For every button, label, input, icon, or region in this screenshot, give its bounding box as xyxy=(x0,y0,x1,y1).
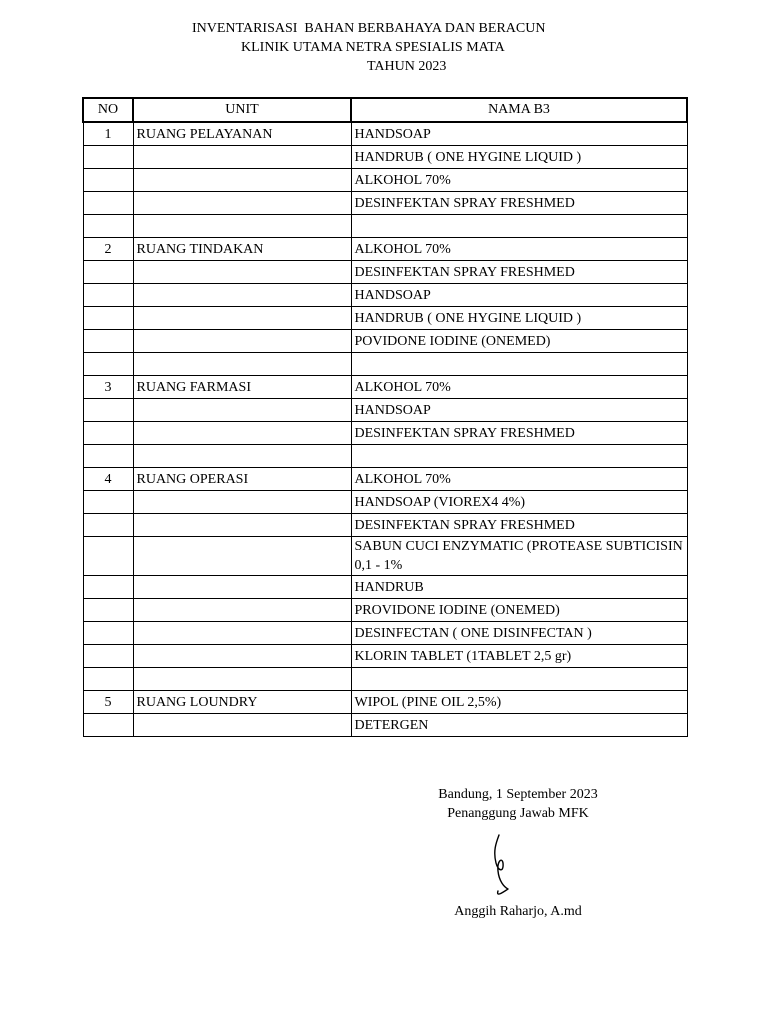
cell-no xyxy=(83,307,133,330)
cell-unit xyxy=(133,399,351,422)
cell-nama-b3: PROVIDONE IODINE (ONEMED) xyxy=(351,599,687,622)
cell-unit xyxy=(133,261,351,284)
cell-no xyxy=(83,537,133,576)
cell-nama-b3: ALKOHOL 70% xyxy=(351,468,687,491)
cell-unit xyxy=(133,284,351,307)
table-row xyxy=(83,445,687,468)
cell-unit: RUANG FARMASI xyxy=(133,376,351,399)
column-header-nama-b3: NAMA B3 xyxy=(351,98,687,122)
cell-nama-b3: HANDSOAP (VIOREX4 4%) xyxy=(351,491,687,514)
table-row xyxy=(83,169,687,192)
title-line-2 xyxy=(0,38,768,57)
cell-unit xyxy=(133,146,351,169)
cell-no xyxy=(83,330,133,353)
cell-no xyxy=(83,645,133,668)
cell-nama-b3: DESINFEKTAN SPRAY FRESHMED xyxy=(351,261,687,284)
title-text-2: KLINIK UTAMA NETRA SPESIALIS MATA xyxy=(241,40,505,55)
cell-unit xyxy=(133,491,351,514)
cell-no xyxy=(83,668,133,691)
cell-unit xyxy=(133,537,351,576)
cell-unit xyxy=(133,668,351,691)
table-row xyxy=(83,514,687,537)
cell-unit xyxy=(133,192,351,215)
table-row xyxy=(83,330,687,353)
table-row xyxy=(83,261,687,284)
cell-unit xyxy=(133,422,351,445)
cell-unit xyxy=(133,169,351,192)
title-text-1: INVENTARISASI BAHAN BERBAHAYA DAN BERACUN xyxy=(192,21,546,36)
cell-no: 1 xyxy=(83,122,133,146)
cell-nama-b3: ALKOHOL 70% xyxy=(351,169,687,192)
signatory-name: Anggih Raharjo, A.md xyxy=(454,904,582,919)
cell-no xyxy=(83,576,133,599)
cell-no xyxy=(83,514,133,537)
cell-unit xyxy=(133,353,351,376)
table-body xyxy=(83,122,687,737)
cell-nama-b3: ALKOHOL 70% xyxy=(351,376,687,399)
cell-unit xyxy=(133,307,351,330)
cell-nama-b3 xyxy=(351,445,687,468)
cell-nama-b3: WIPOL (PINE OIL 2,5%) xyxy=(351,691,687,714)
cell-unit: RUANG TINDAKAN xyxy=(133,238,351,261)
cell-unit: RUANG LOUNDRY xyxy=(133,691,351,714)
table-row xyxy=(83,576,687,599)
cell-unit xyxy=(133,215,351,238)
cell-nama-b3: HANDRUB xyxy=(351,576,687,599)
table-row xyxy=(83,645,687,668)
cell-nama-b3: ALKOHOL 70% xyxy=(351,238,687,261)
cell-unit xyxy=(133,330,351,353)
cell-no xyxy=(83,445,133,468)
cell-no xyxy=(83,599,133,622)
cell-no: 3 xyxy=(83,376,133,399)
inventory-table xyxy=(82,97,688,737)
table-row xyxy=(83,122,687,146)
cell-no xyxy=(83,261,133,284)
cell-nama-b3 xyxy=(351,215,687,238)
column-header-no: NO xyxy=(83,98,133,122)
table-row xyxy=(83,668,687,691)
table-row xyxy=(83,238,687,261)
cell-nama-b3: KLORIN TABLET (1TABLET 2,5 gr) xyxy=(351,645,687,668)
document-title xyxy=(0,19,768,76)
cell-nama-b3: SABUN CUCI ENZYMATIC (PROTEASE SUBTICISIN 0,1 - 1% xyxy=(351,537,687,576)
cell-nama-b3: HANDRUB ( ONE HYGINE LIQUID ) xyxy=(351,307,687,330)
cell-nama-b3: HANDSOAP xyxy=(351,399,687,422)
table-row xyxy=(83,376,687,399)
table-row xyxy=(83,307,687,330)
cell-nama-b3: DETERGEN xyxy=(351,714,687,737)
table-row xyxy=(83,622,687,645)
cell-unit xyxy=(133,576,351,599)
table-row xyxy=(83,353,687,376)
cell-no xyxy=(83,622,133,645)
table-row xyxy=(83,714,687,737)
cell-unit xyxy=(133,445,351,468)
title-text-3: TAHUN 2023 xyxy=(367,59,447,74)
cell-no xyxy=(83,284,133,307)
cell-nama-b3 xyxy=(351,668,687,691)
title-line-1 xyxy=(0,19,768,38)
cell-nama-b3: HANDRUB ( ONE HYGINE LIQUID ) xyxy=(351,146,687,169)
cell-unit xyxy=(133,714,351,737)
table-row xyxy=(83,215,687,238)
cell-nama-b3: HANDSOAP xyxy=(351,284,687,307)
cell-no xyxy=(83,714,133,737)
table-row xyxy=(83,468,687,491)
cell-no xyxy=(83,399,133,422)
signature-role: Penanggung Jawab MFK xyxy=(447,806,589,821)
cell-nama-b3: DESINFEKTAN SPRAY FRESHMED xyxy=(351,514,687,537)
title-line-3 xyxy=(0,57,768,76)
cell-no xyxy=(83,491,133,514)
cell-no xyxy=(83,215,133,238)
cell-unit: RUANG OPERASI xyxy=(133,468,351,491)
signature-date: Bandung, 1 September 2023 xyxy=(438,787,598,802)
handwritten-signature xyxy=(486,833,516,899)
cell-unit: RUANG PELAYANAN xyxy=(133,122,351,146)
cell-nama-b3: HANDSOAP xyxy=(351,122,687,146)
table-row xyxy=(83,422,687,445)
table-header xyxy=(83,98,687,122)
cell-unit xyxy=(133,645,351,668)
cell-no: 4 xyxy=(83,468,133,491)
cell-nama-b3: POVIDONE IODINE (ONEMED) xyxy=(351,330,687,353)
table-row xyxy=(83,599,687,622)
table-row xyxy=(83,284,687,307)
cell-no xyxy=(83,169,133,192)
table-row xyxy=(83,537,687,576)
cell-unit xyxy=(133,514,351,537)
cell-nama-b3 xyxy=(351,353,687,376)
cell-nama-b3: DESINFECTAN ( ONE DISINFECTAN ) xyxy=(351,622,687,645)
table-row xyxy=(83,146,687,169)
cell-no xyxy=(83,353,133,376)
table-row xyxy=(83,491,687,514)
cell-no xyxy=(83,422,133,445)
cell-no xyxy=(83,146,133,169)
header-row xyxy=(83,98,687,122)
table-row xyxy=(83,192,687,215)
column-header-unit: UNIT xyxy=(133,98,351,122)
cell-unit xyxy=(133,599,351,622)
cell-nama-b3: DESINFEKTAN SPRAY FRESHMED xyxy=(351,192,687,215)
cell-nama-b3: DESINFEKTAN SPRAY FRESHMED xyxy=(351,422,687,445)
cell-unit xyxy=(133,622,351,645)
cell-no xyxy=(83,192,133,215)
cell-no: 5 xyxy=(83,691,133,714)
table-row xyxy=(83,691,687,714)
cell-no: 2 xyxy=(83,238,133,261)
table-row xyxy=(83,399,687,422)
